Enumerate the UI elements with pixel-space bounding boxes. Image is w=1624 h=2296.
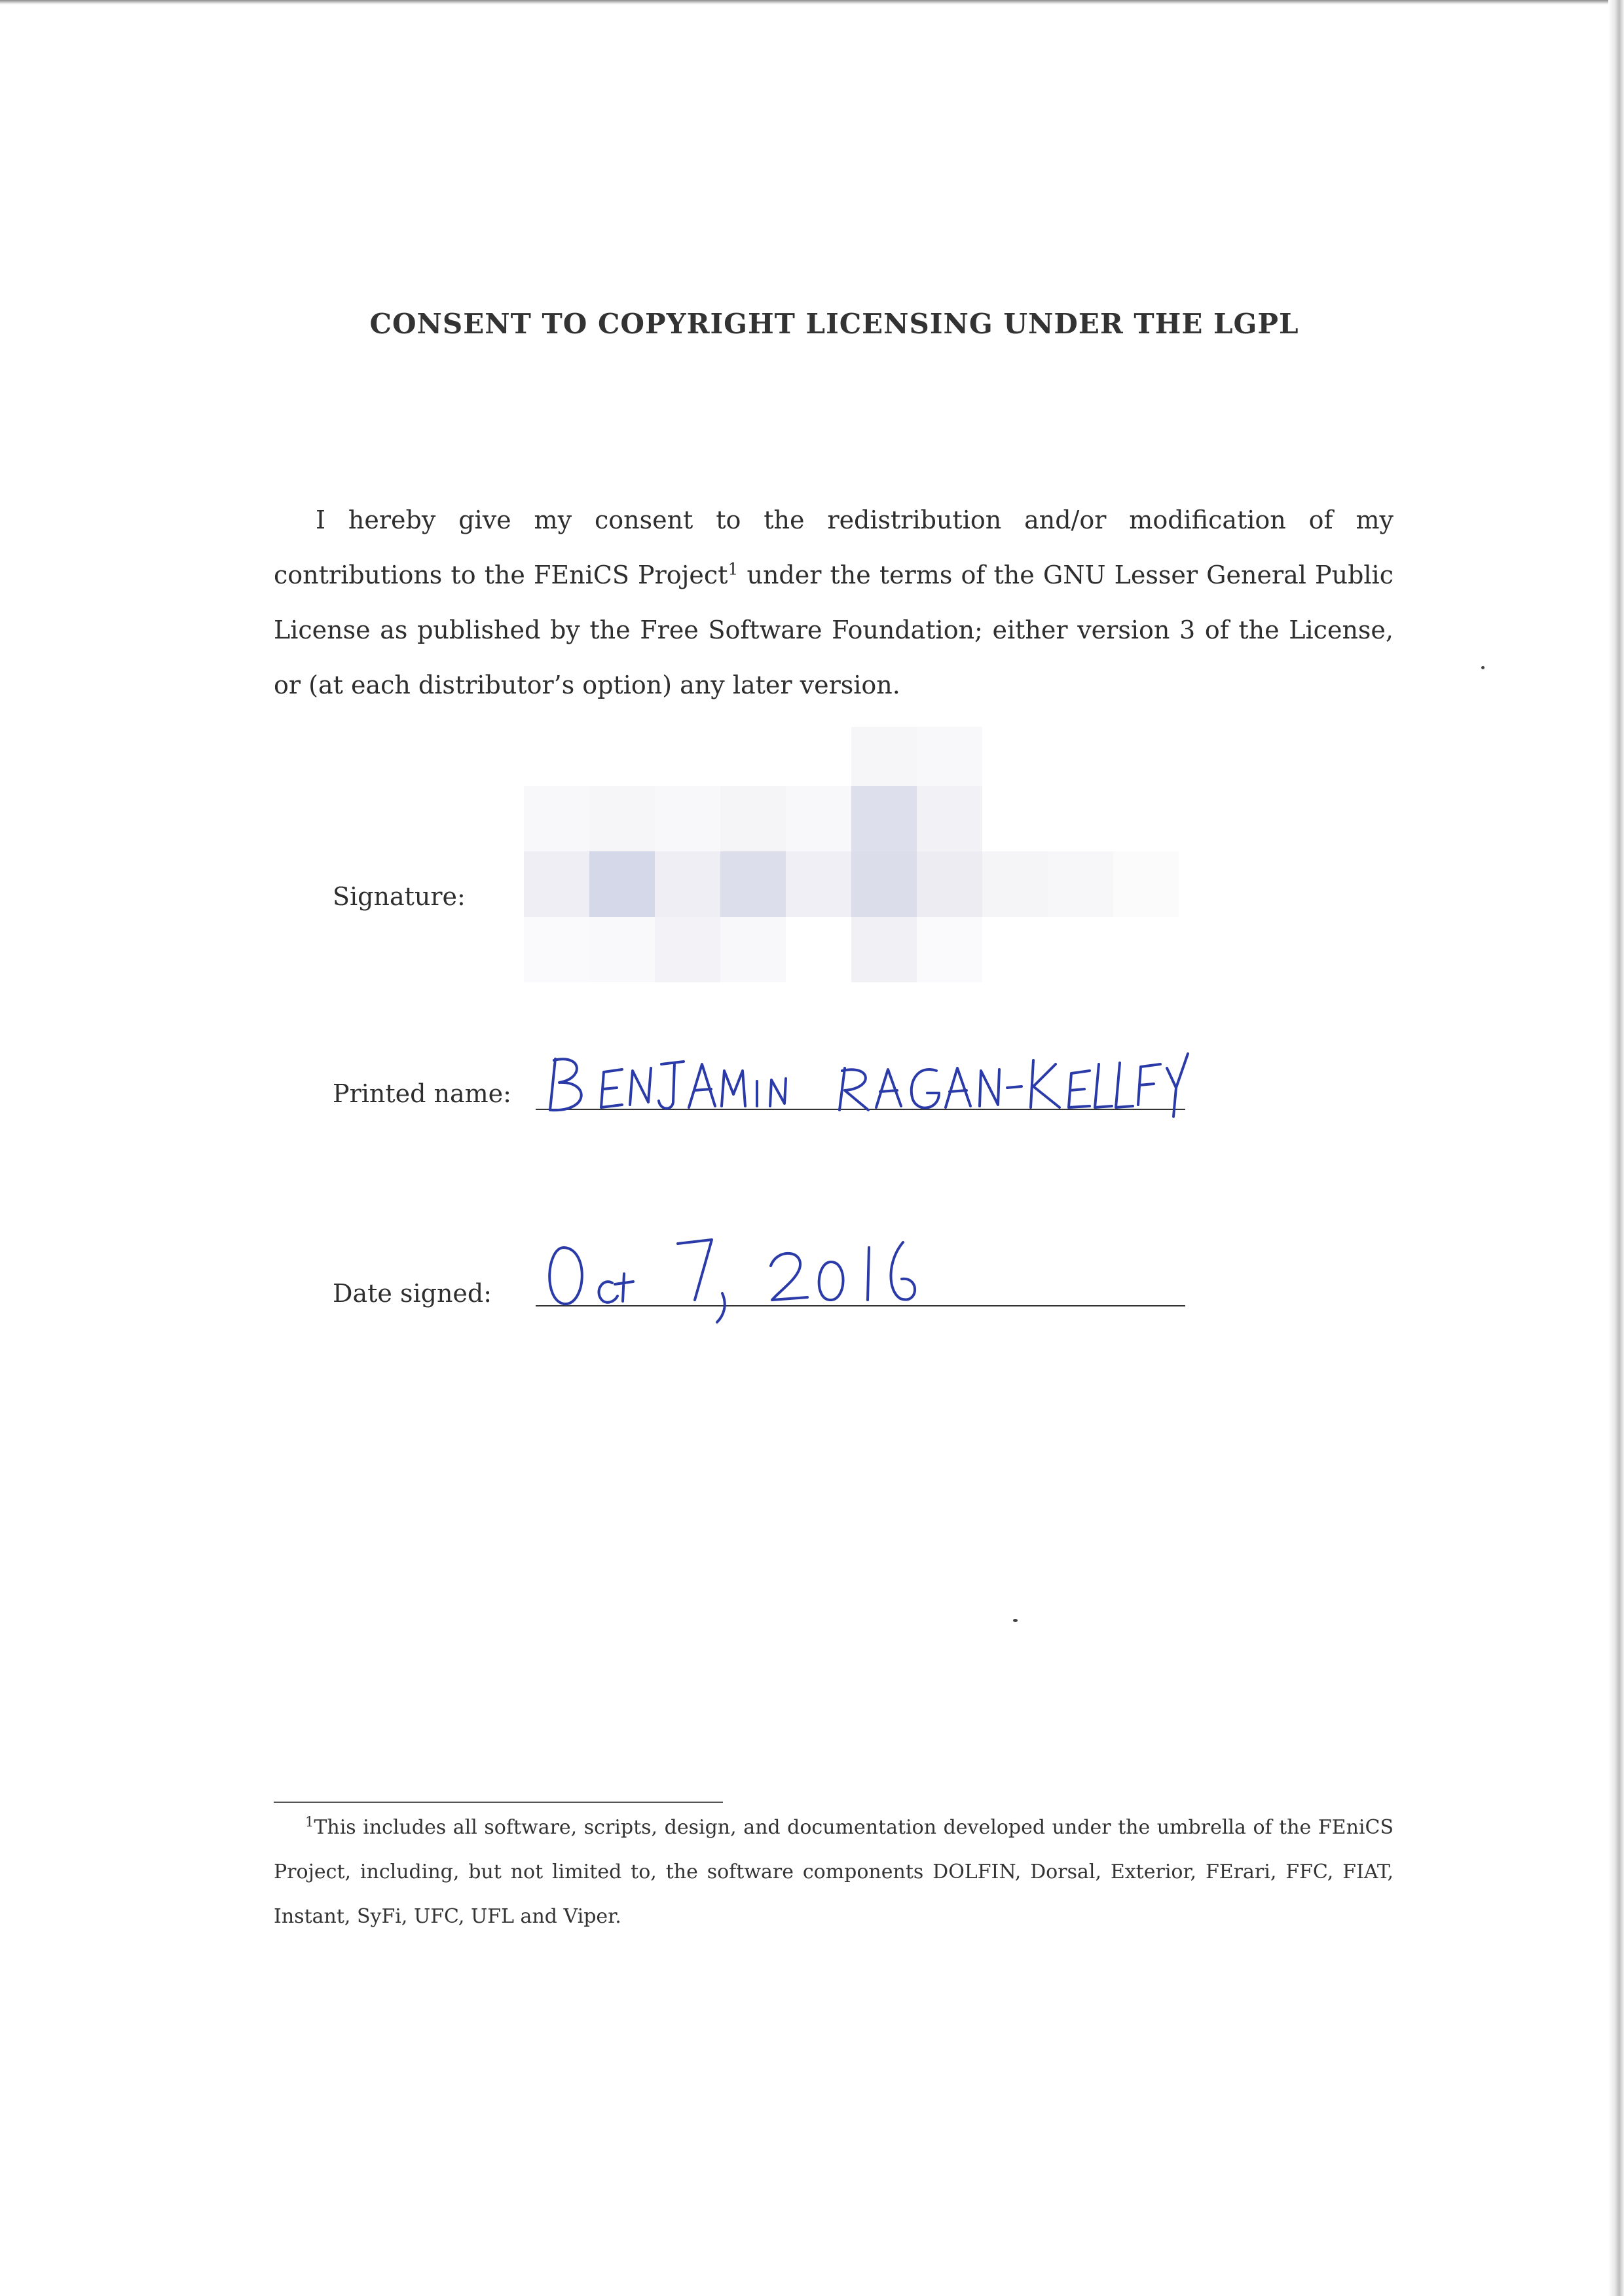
date-signed-label: Date signed:: [333, 1279, 492, 1308]
printed-name-label: Printed name:: [333, 1079, 511, 1108]
document-title: CONSENT TO COPYRIGHT LICENSING UNDER THE LGPL: [369, 308, 1299, 340]
scan-top-edge: [0, 0, 1624, 5]
printed-name-handwriting: [544, 1045, 1198, 1123]
signature-redacted: [524, 727, 1244, 989]
signature-label: Signature:: [333, 882, 466, 911]
footnote-reference: 1: [728, 559, 739, 579]
consent-text-end: under the terms of the GNU Lesser General Public License as published by the Free Software Foundation; either version 3 of the License, or (at each distributor’s option) any later version.: [274, 561, 1393, 699]
scan-speck: [1481, 666, 1485, 669]
consent-text-start: I hereby give my consent to the redistribution and/or modification of my contributions to the FEniCS Project: [274, 506, 1393, 589]
scan-right-edge: [1608, 0, 1624, 2296]
consent-paragraph: [274, 492, 1393, 713]
footnote-text: This includes all software, scripts, design, and documentation developed under the umbrella of the FEniCS Project, including, but not limited to, the software components DOLFIN, Dorsal, Exterior, FErari, FFC, FIAT, Instant, SyFi, UFC, UFL and Viper.: [274, 1816, 1393, 1928]
date-signed-handwriting: [547, 1228, 953, 1326]
footnote-marker: 1: [305, 1814, 314, 1830]
footnote-rule: [274, 1802, 723, 1803]
footnote: [274, 1805, 1393, 1939]
scan-speck: [1013, 1619, 1018, 1622]
